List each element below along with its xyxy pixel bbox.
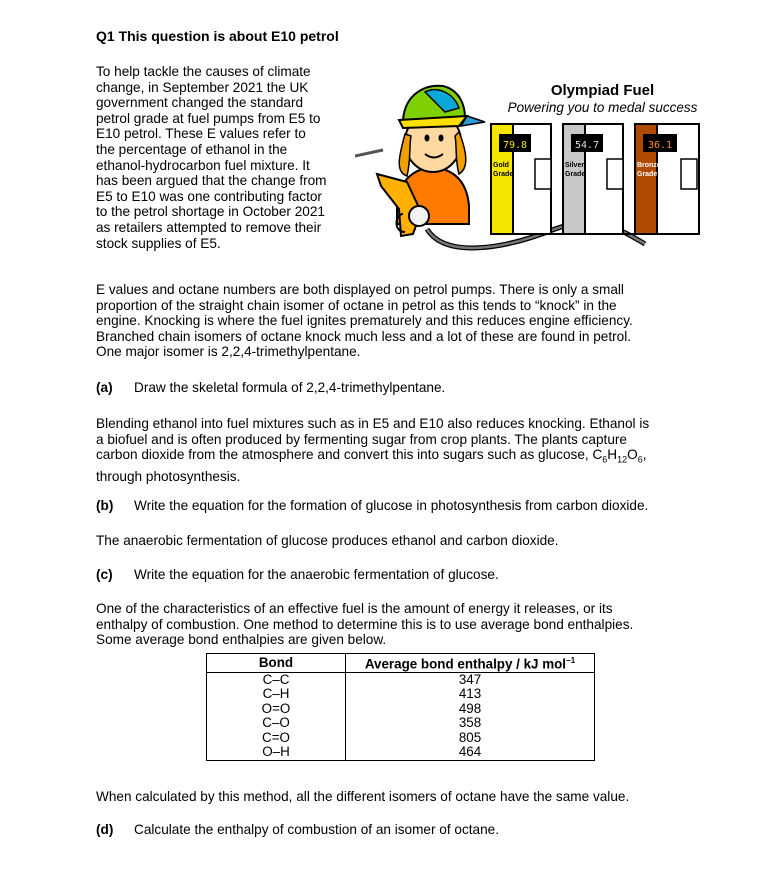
bond-cell: O=O	[207, 702, 346, 717]
intro-line: the percentage of ethanol in the	[96, 141, 288, 157]
intro-line: E5 to E10 was one contributing factor	[96, 188, 322, 204]
question-label: (c)	[96, 567, 113, 582]
table-row	[207, 687, 595, 702]
paragraph-line: a biofuel and is often produced by fermenting sugar from crop plants. The plants capture	[96, 431, 627, 447]
intro-paragraph	[96, 64, 351, 251]
table-row	[207, 702, 595, 717]
gold-grade-label: Gold	[493, 162, 509, 169]
table-row	[207, 745, 595, 760]
enthalpy-cell: 498	[346, 702, 595, 717]
intro-line: change, in September 2021 the UK	[96, 79, 309, 95]
question-title: Q1 This question is about E10 petrol	[96, 28, 339, 44]
paragraph-line: enthalpy of combustion. One method to determine this is to use average bond enthalpies.	[96, 616, 634, 632]
enthalpy-paragraph	[96, 601, 706, 648]
glucose-formula: $C_6H_{12}O_6$,	[592, 447, 647, 465]
table-row	[207, 672, 595, 687]
intro-line: stock supplies of E5.	[96, 235, 221, 251]
intro-line: petrol grade at fuel pumps from E5 to	[96, 110, 321, 126]
enthalpy-cell: 464	[346, 745, 595, 760]
question-label: (a)	[96, 380, 113, 395]
enthalpy-cell: 805	[346, 731, 595, 746]
silver-grade-label: Grade	[565, 171, 586, 178]
bronze-grade-label: Bronze	[637, 162, 661, 169]
question-c	[96, 567, 499, 583]
enthalpy-cell: 347	[346, 672, 595, 687]
gold-grade-label: Grade	[493, 171, 514, 178]
intro-line: to the petrol shortage in October 2021	[96, 204, 325, 220]
bronze-pump	[635, 124, 699, 234]
bond-cell: C=O	[207, 731, 346, 746]
bond-cell: O–H	[207, 745, 346, 760]
silver-grade-label: Silver	[565, 162, 585, 169]
silver-pump	[563, 124, 623, 234]
question-text: Write the equation for the formation of glucose in photosynthesis from carbon dioxide.	[134, 498, 649, 513]
intro-line: E10 petrol. These E values refer to	[96, 126, 306, 142]
question-a	[96, 380, 445, 396]
bond-cell: C–O	[207, 716, 346, 731]
intro-line: ethanol-hydrocarbon fuel mixture. It	[96, 157, 310, 173]
table-row	[207, 731, 595, 746]
question-text: Write the equation for the anaerobic fermentation of glucose.	[134, 567, 499, 582]
paragraph-line: through photosynthesis.	[96, 468, 241, 484]
enthalpy-cell: 358	[346, 716, 595, 731]
paragraph-line: Branched chain isomers of octane knock much less and a lot of these are found in petrol.	[96, 328, 631, 344]
question-text: Draw the skeletal formula of 2,2,4-trimethylpentane.	[134, 380, 446, 395]
question-label: (d)	[96, 822, 114, 837]
table-row	[207, 716, 595, 731]
intro-line: To help tackle the causes of climate	[96, 64, 311, 79]
question-b	[96, 498, 648, 514]
isomers-paragraph: When calculated by this method, all the different isomers of octane have the same value.	[96, 789, 630, 804]
brand-tagline: Powering you to medal success	[507, 100, 698, 115]
question-label: (b)	[96, 498, 114, 513]
column-header-enthalpy: Average bond enthalpy / kJ mol$^{-1}$	[346, 654, 595, 673]
paragraph-line: Blending ethanol into fuel mixtures such as in E5 and E10 also reduces knocking. Ethanol is	[96, 416, 650, 431]
bronze-grade-label: Grade	[637, 171, 658, 178]
question-text: Calculate the enthalpy of combustion of an isomer of octane.	[134, 822, 499, 837]
intro-line: government changed the standard	[96, 95, 304, 111]
paragraph-line: engine. Knocking is where the fuel ignites prematurely and this reduces engine efficiency.	[96, 313, 633, 329]
paragraph-line: E values and octane numbers are both displayed on petrol pumps. There is only a small	[96, 282, 624, 297]
enthalpy-cell: 413	[346, 687, 595, 702]
column-header-bond: Bond	[207, 654, 346, 673]
attendant-figure	[377, 86, 485, 236]
bond-cell: C–H	[207, 687, 346, 702]
paragraph-line: Some average bond enthalpies are given below.	[96, 632, 387, 648]
bronze-pump-reading: 36.1	[647, 140, 673, 151]
paragraph-line: One major isomer is 2,2,4-trimethylpentane.	[96, 344, 361, 360]
intro-line: has been argued that the change from	[96, 173, 327, 189]
brand-name: Olympiad Fuel	[550, 82, 655, 99]
question-d	[96, 822, 499, 838]
paragraph-line: One of the characteristics of an effective fuel is the amount of energy it releases, or its	[96, 601, 613, 616]
anaerobic-paragraph: The anaerobic fermentation of glucose produces ethanol and carbon dioxide.	[96, 533, 559, 548]
ethanol-paragraph	[96, 416, 706, 484]
paragraph-line: carbon dioxide from the atmosphere and convert this into sugars such as glucose, $C_6H_{12}O_6$,	[96, 447, 647, 465]
silver-pump-reading: 54.7	[574, 140, 600, 151]
bond-enthalpy-table	[206, 653, 595, 761]
table-header-row	[207, 654, 595, 673]
gold-pump	[491, 124, 551, 234]
intro-line: as retailers attempted to remove their	[96, 219, 322, 235]
gold-pump-reading: 79.8	[502, 140, 528, 151]
octane-paragraph	[96, 282, 706, 360]
paragraph-line: proportion of the straight chain isomer of octane in petrol as this tends to “knock” in the	[96, 297, 617, 313]
bond-cell: C–C	[207, 672, 346, 687]
brand-block	[505, 82, 700, 116]
